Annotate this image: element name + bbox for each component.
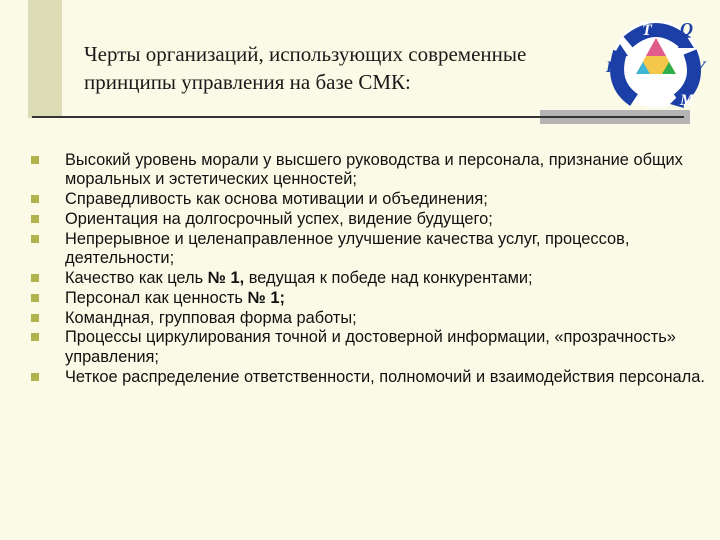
bullet-square-icon	[31, 294, 39, 302]
bullet-item	[28, 309, 708, 328]
logo-letter-g-left: Г	[606, 59, 616, 76]
side-strip	[28, 0, 62, 118]
bullet-item	[28, 210, 708, 229]
bullet-text: ведущая к победе над конкурентами;	[244, 269, 533, 287]
logo-letter-q: Q	[680, 19, 693, 39]
bullet-square-icon	[31, 274, 39, 282]
bullet-item	[28, 368, 708, 387]
bullet-square-icon	[31, 215, 39, 223]
bullet-emphasis: № 1;	[247, 288, 285, 307]
bullet-emphasis: № 1,	[207, 269, 245, 287]
bullet-square-icon	[31, 156, 39, 164]
logo-letter-u: У	[694, 59, 706, 76]
bullet-square-icon	[31, 373, 39, 381]
slide-title: Черты организаций, использующих современные принципы управления на базе СМК:	[84, 42, 527, 94]
bullet-square-icon	[31, 314, 39, 322]
bullet-text: Качество как цель	[65, 269, 208, 287]
bullet-item	[28, 151, 708, 190]
quality-logo	[598, 12, 714, 112]
logo-letter-g-bottom: Г	[638, 92, 648, 109]
bullet-item	[28, 289, 708, 308]
bullet-square-icon	[31, 333, 39, 341]
bullet-text: Четкое распределение ответственности, полномочий и взаимодействия персонала.	[65, 367, 705, 386]
bullet-item	[28, 190, 708, 209]
bullet-square-icon	[31, 235, 39, 243]
bullet-item	[28, 230, 708, 269]
logo-letter-m: М	[680, 92, 695, 109]
bullet-item	[28, 269, 708, 288]
bullet-text: Справедливость как основа мотивации и объединения;	[65, 190, 488, 209]
bullet-list	[28, 151, 708, 387]
bullet-text: Командная, групповая форма работы;	[65, 308, 357, 327]
bullet-text: Ориентация на долгосрочный успех, видение будущего;	[65, 210, 493, 228]
bullet-text: Процессы циркулирования точной и достоверной информации, «прозрачность» управления;	[65, 328, 676, 366]
bullet-text: Персонал как ценность	[65, 288, 248, 307]
title-rule	[32, 116, 684, 118]
logo-letter-t: Т	[642, 22, 652, 39]
bullet-text: Непрерывное и целенаправленное улучшение качества услуг, процессов, деятельности;	[65, 229, 630, 268]
bullet-square-icon	[31, 195, 39, 203]
bullet-item	[28, 328, 708, 367]
bullet-text: Высокий уровень морали у высшего руководства и персонала, признание общих моральных и эстетических ценностей;	[65, 151, 683, 189]
